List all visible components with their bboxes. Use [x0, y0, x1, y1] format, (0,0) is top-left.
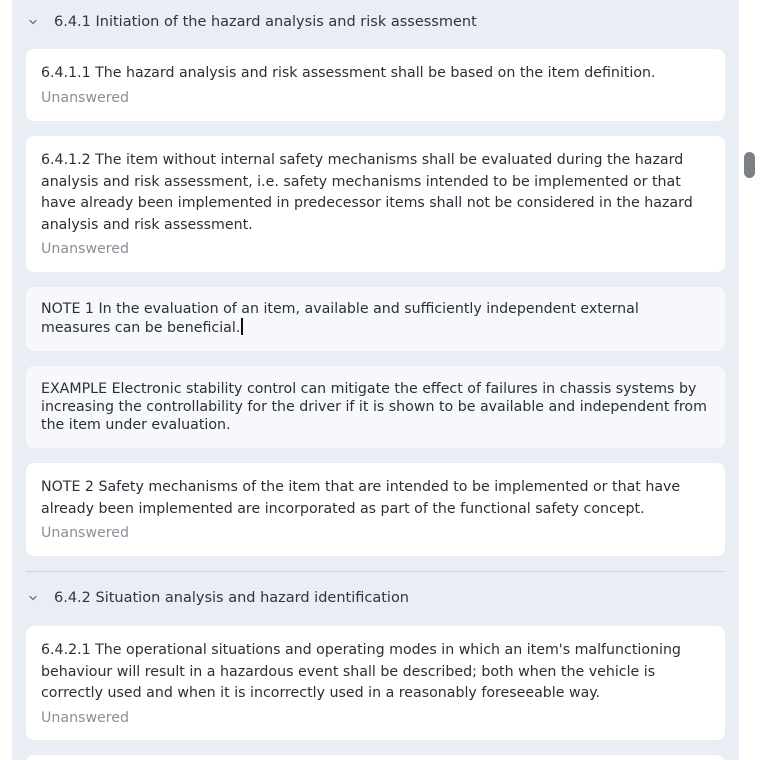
status-label: Unanswered: [41, 709, 130, 726]
requirement-card[interactable]: [26, 626, 725, 740]
example-text: EXAMPLE Electronic stability control can mitigate the effect of failures in chassis systems by increasing the controllability for the driver if it is shown to be available and independent from the item under evaluation.: [41, 381, 707, 433]
requirement-card[interactable]: [26, 49, 725, 121]
section-title: 6.4.1 Initiation of the hazard analysis and risk assessment: [54, 14, 477, 30]
scrollbar-track[interactable]: [739, 0, 768, 760]
requirement-card[interactable]: [26, 755, 725, 760]
chevron-down-icon[interactable]: [26, 17, 54, 27]
requirement-text: 6.4.2.1 The operational situations and operating modes in which an item's malfunctioning behaviour will result in a hazardous event shall be described; both when the vehicle is correctly used and when it is incorrectly used in a reasonably foreseeable way.: [41, 642, 681, 701]
requirement-text: NOTE 2 Safety mechanisms of the item that are intended to be implemented or that have already been implemented are incorporated as part of the functional safety concept.: [41, 479, 681, 517]
section-header-6-4-1[interactable]: [26, 8, 477, 36]
requirement-card[interactable]: [26, 463, 725, 556]
status-label: Unanswered: [41, 525, 130, 541]
status-label: Unanswered: [41, 89, 130, 106]
note-text[interactable]: NOTE 1 In the evaluation of an item, available and sufficiently independent external measures can be beneficial.: [41, 301, 639, 336]
section-header-6-4-2[interactable]: [26, 584, 409, 612]
text-cursor: [241, 318, 243, 335]
example-card[interactable]: [26, 366, 725, 448]
requirement-card[interactable]: [26, 136, 725, 272]
scrollbar-thumb[interactable]: [744, 152, 755, 178]
section-title: 6.4.2 Situation analysis and hazard identification: [54, 590, 410, 606]
requirement-text: 6.4.1.1 The hazard analysis and risk assessment shall be based on the item definition.: [41, 65, 656, 81]
requirement-text: 6.4.1.2 The item without internal safety mechanisms shall be evaluated during the hazard analysis and risk assessment, i.e. safety mechanisms intended to be implemented or that have already been implemented in predecessor items shall not be considered in the hazard analysis and risk assessment.: [41, 152, 693, 233]
requirements-panel: [12, 0, 739, 760]
section-divider: [26, 571, 725, 572]
status-label: Unanswered: [41, 241, 130, 257]
note-card[interactable]: [26, 287, 725, 351]
chevron-down-icon[interactable]: [26, 593, 54, 603]
